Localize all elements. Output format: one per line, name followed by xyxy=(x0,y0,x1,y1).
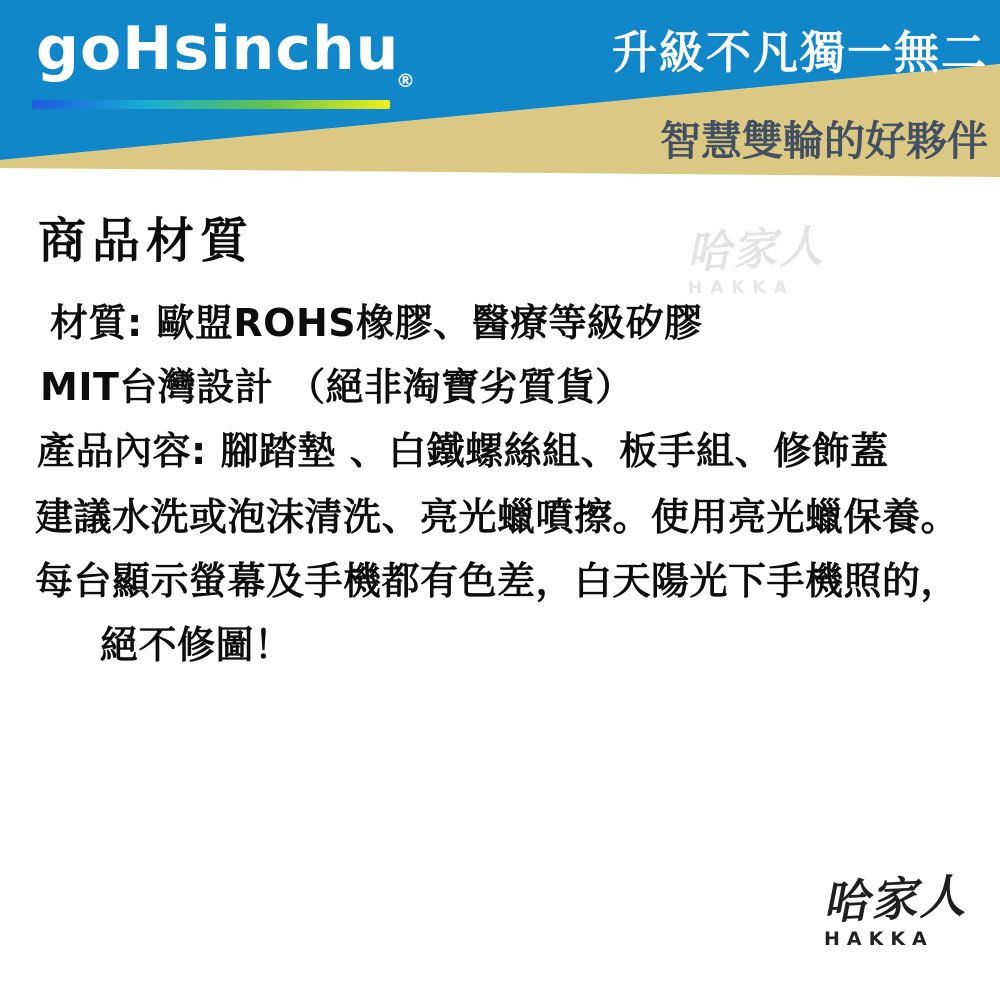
content-line-care-instructions: 建議水洗或泡沫清洗、亮光蠟噴擦。使用亮光蠟保養。 xyxy=(35,495,960,539)
content-line-color-difference: 每台顯示螢幕及手機都有色差，白天陽光下手機照的， xyxy=(35,559,960,603)
content-line-no-retouch: 絕不修圖！ xyxy=(100,623,293,667)
watermark-cjk: 哈家人 xyxy=(685,220,826,279)
content-line-material: 材質: 歐盟ROHS橡膠、醫療等級矽膠 xyxy=(50,301,703,345)
watermark-bottom xyxy=(821,868,969,950)
watermark-latin: HAKKA xyxy=(688,278,795,298)
header-banner xyxy=(0,0,1000,178)
content-line-package-contents: 產品內容: 腳踏墊 、白鐵螺絲組、板手組、修飾蓋 xyxy=(37,429,889,473)
registered-trademark-icon: ® xyxy=(396,70,415,92)
section-heading: 商品材質 xyxy=(38,213,255,269)
brand-underline-gradient xyxy=(32,100,390,109)
slogan-secondary: 智慧雙輪的好夥伴 xyxy=(660,117,988,165)
watermark-cjk: 哈家人 xyxy=(821,868,969,930)
slogan-primary: 升級不凡獨一無二 xyxy=(611,26,988,79)
watermark-latin: HAKKA xyxy=(824,928,934,950)
brand-logo: goHsinchu xyxy=(36,14,400,84)
watermark-top xyxy=(685,220,826,298)
content-line-mit-design: MIT台灣設計 （絕非淘寶劣質貨） xyxy=(40,365,634,409)
